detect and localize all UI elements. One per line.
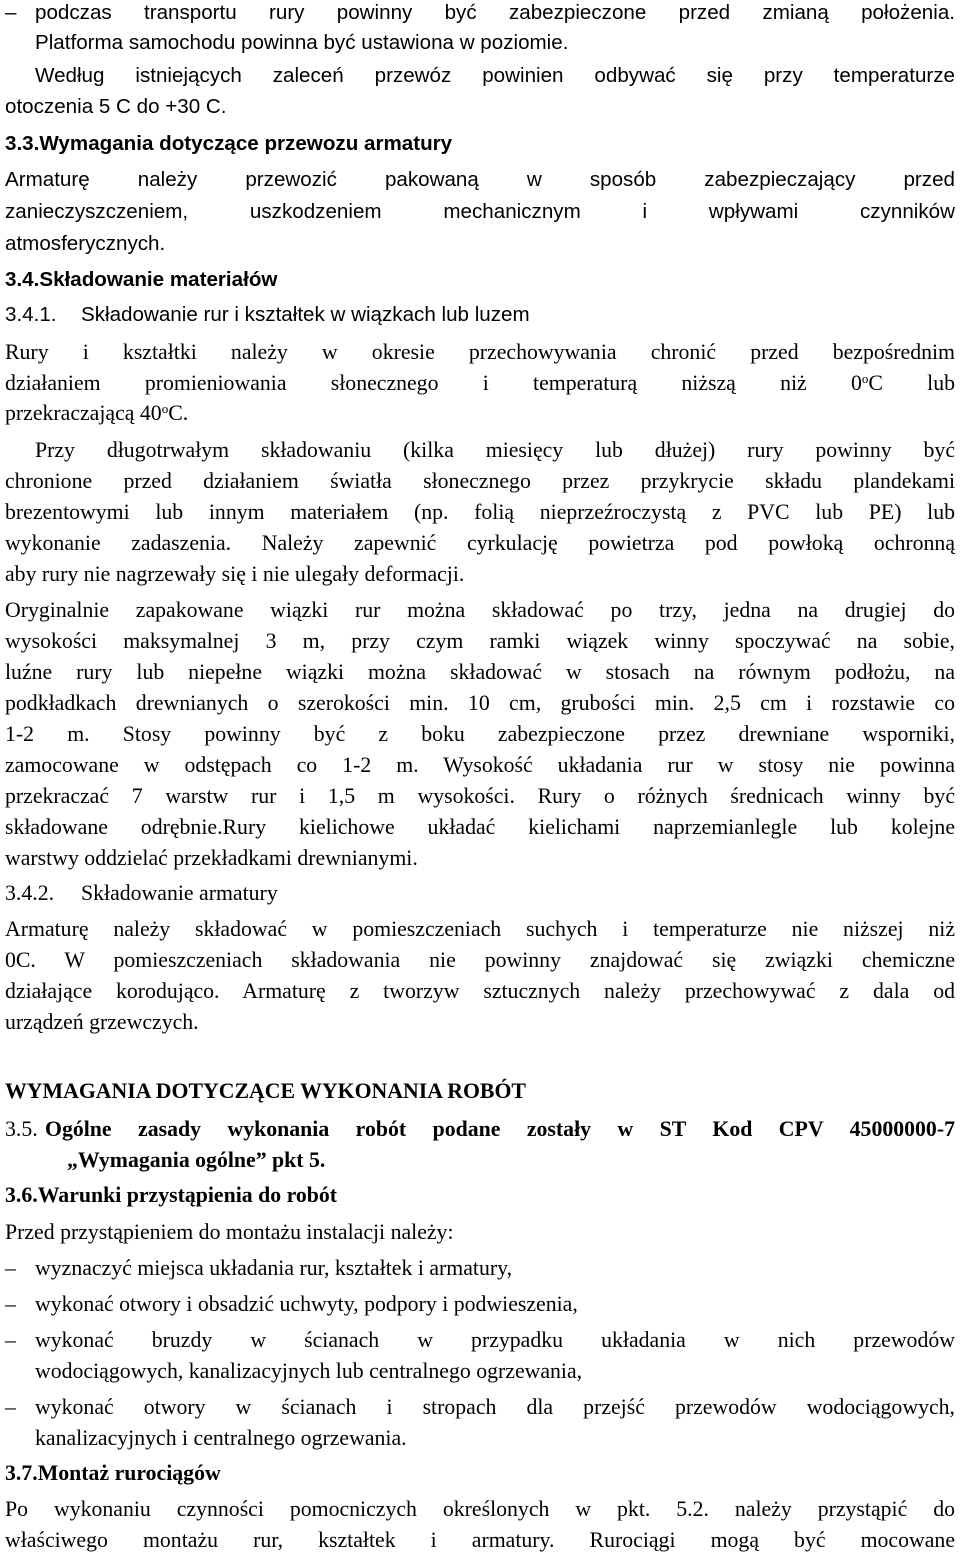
paragraph-line: wysokości maksymalnej 3 m, przy czym ramki wiązek winny spoczywać na sobie, [5, 629, 955, 653]
list-dash: – [5, 1328, 16, 1352]
paragraph-line: przekraczającą 40$^o$C. [5, 401, 189, 425]
list-item: wyznaczyć miejsca układania rur, kształtek i armatury, [35, 1256, 513, 1280]
paragraph-line: otoczenia 5 C do +30 C. [5, 95, 227, 118]
paragraph-line: Po wykonaniu czynności pomocniczych określonych w pkt. 5.2. należy przystąpić do [5, 1497, 955, 1521]
paragraph-line: działaniem promieniowania słonecznego i temperaturą niższą niż 0$^o$C lub [5, 371, 956, 395]
main-heading: WYMAGANIA DOTYCZĄCE WYKONANIA ROBÓT [5, 1079, 526, 1103]
section-heading-3-5: Ogólne zasady wykonania robót podane zostały w ST Kod CPV 45000000-7 [45, 1117, 955, 1141]
paragraph-line: zanieczyszczeniem, uszkodzeniem mechanicznym i wpływami czynników [5, 200, 955, 223]
paragraph-line: brezentowymi lub innym materiałem (np. folią nieprzeźroczystą z PVC lub PE) lub [5, 500, 955, 524]
paragraph-line: Rury i kształtki należy w okresie przechowywania chronić przed bezpośrednim [5, 340, 955, 364]
subsection-heading-3-4-2: 3.4.2. Składowanie armatury [5, 881, 278, 905]
section-heading-3-4: 3.4.Składowanie materiałów [5, 268, 278, 291]
list-item: wykonać otwory w ścianach i stropach dla przejść przewodów wodociągowych, [35, 1395, 955, 1419]
list-item: wykonać bruzdy w ścianach w przypadku układania w nich przewodów [35, 1328, 955, 1352]
list-item: wykonać otwory i obsadzić uchwyty, podpory i podwieszenia, [35, 1292, 578, 1316]
paragraph-line: właściwego montażu rur, kształtek i armatury. Rurociągi mogą być mocowane [5, 1528, 955, 1552]
section-heading-3-7: 3.7.Montaż rurociągów [5, 1461, 221, 1485]
list-dash: – [5, 1292, 16, 1316]
paragraph-line: składowane odrębnie.Rury kielichowe układać kielichami naprzemianlegle lub kolejne [5, 815, 955, 839]
list-item-cont: wodociągowych, kanalizacyjnych lub centralnego ogrzewania, [35, 1359, 583, 1383]
paragraph-line: warstwy oddzielać przekładkami drewnianymi. [5, 846, 418, 870]
section-number-3-5: 3.5. [5, 1117, 38, 1141]
list-dash: – [5, 1395, 16, 1419]
list-dash: – [5, 1256, 16, 1280]
list-dash: – [5, 1, 17, 24]
paragraph-line: 1-2 m. Stosy powinny być z boku zabezpieczone przez drewniane wsporniki, [5, 722, 955, 746]
paragraph-line: urządzeń grzewczych. [5, 1010, 199, 1034]
paragraph-line: wykonanie zadaszenia. Należy zapewnić cyrkulację powietrza pod powłoką ochronną [5, 531, 955, 555]
paragraph-line: aby rury nie nagrzewały się i nie ulegały deformacji. [5, 562, 465, 586]
paragraph-line: przekraczać 7 warstw rur i 1,5 m wysokości. Rury o różnych średnicach winny być [5, 784, 955, 808]
paragraph-line: Armaturę należy składować w pomieszczeniach suchych i temperaturze nie niższej niż [5, 917, 955, 941]
paragraph-line: chronione przed działaniem światła słonecznego przez przykrycie składu plandekami [5, 469, 955, 493]
paragraph-line: luźne rury lub niepełne wiązki można składować w stosach na równym podłożu, na [5, 660, 955, 684]
paragraph-line: zamocowane w odstępach co 1-2 m. Wysokość układania rur w stosy nie powinna [5, 753, 955, 777]
section-heading-3-6: 3.6.Warunki przystąpienia do robót [5, 1183, 338, 1207]
paragraph-line: Według istniejących zaleceń przewóz powinien odbywać się przy temperaturze [35, 64, 955, 87]
paragraph-line: Armaturę należy przewozić pakowaną w sposób zabezpieczający przed [5, 168, 955, 191]
section-heading-3-3: 3.3.Wymagania dotyczące przewozu armatury [5, 132, 453, 155]
paragraph-line: Oryginalnie zapakowane wiązki rur można składować po trzy, jedna na drugiej do [5, 598, 955, 622]
paragraph-line: podkładkach drewnianych o szerokości min. 10 cm, grubości min. 2,5 cm i rozstawie co [5, 691, 955, 715]
paragraph-line: działające korodująco. Armaturę z tworzyw sztucznych należy przechowywać z dala od [5, 979, 955, 1003]
paragraph-line: Przy długotrwałym składowaniu (kilka miesięcy lub dłużej) rury powinny być [35, 438, 955, 462]
section-heading-3-5-cont: „Wymagania ogólne” pkt 5. [67, 1148, 326, 1172]
subsection-heading-3-4-1: 3.4.1. Składowanie rur i kształtek w wiązkach lub luzem [5, 303, 530, 326]
list-item-line: Platforma samochodu powinna być ustawiona w poziomie. [35, 31, 569, 54]
list-item-line: podczas transportu rury powinny być zabezpieczone przed zmianą położenia. [35, 1, 955, 24]
paragraph-line: atmosferycznych. [5, 232, 166, 255]
list-item-cont: kanalizacyjnych i centralnego ogrzewania. [35, 1426, 407, 1450]
paragraph-line: 0C. W pomieszczeniach składowania nie powinny znajdować się związki chemiczne [5, 948, 955, 972]
paragraph-line: Przed przystąpieniem do montażu instalacji należy: [5, 1220, 454, 1244]
